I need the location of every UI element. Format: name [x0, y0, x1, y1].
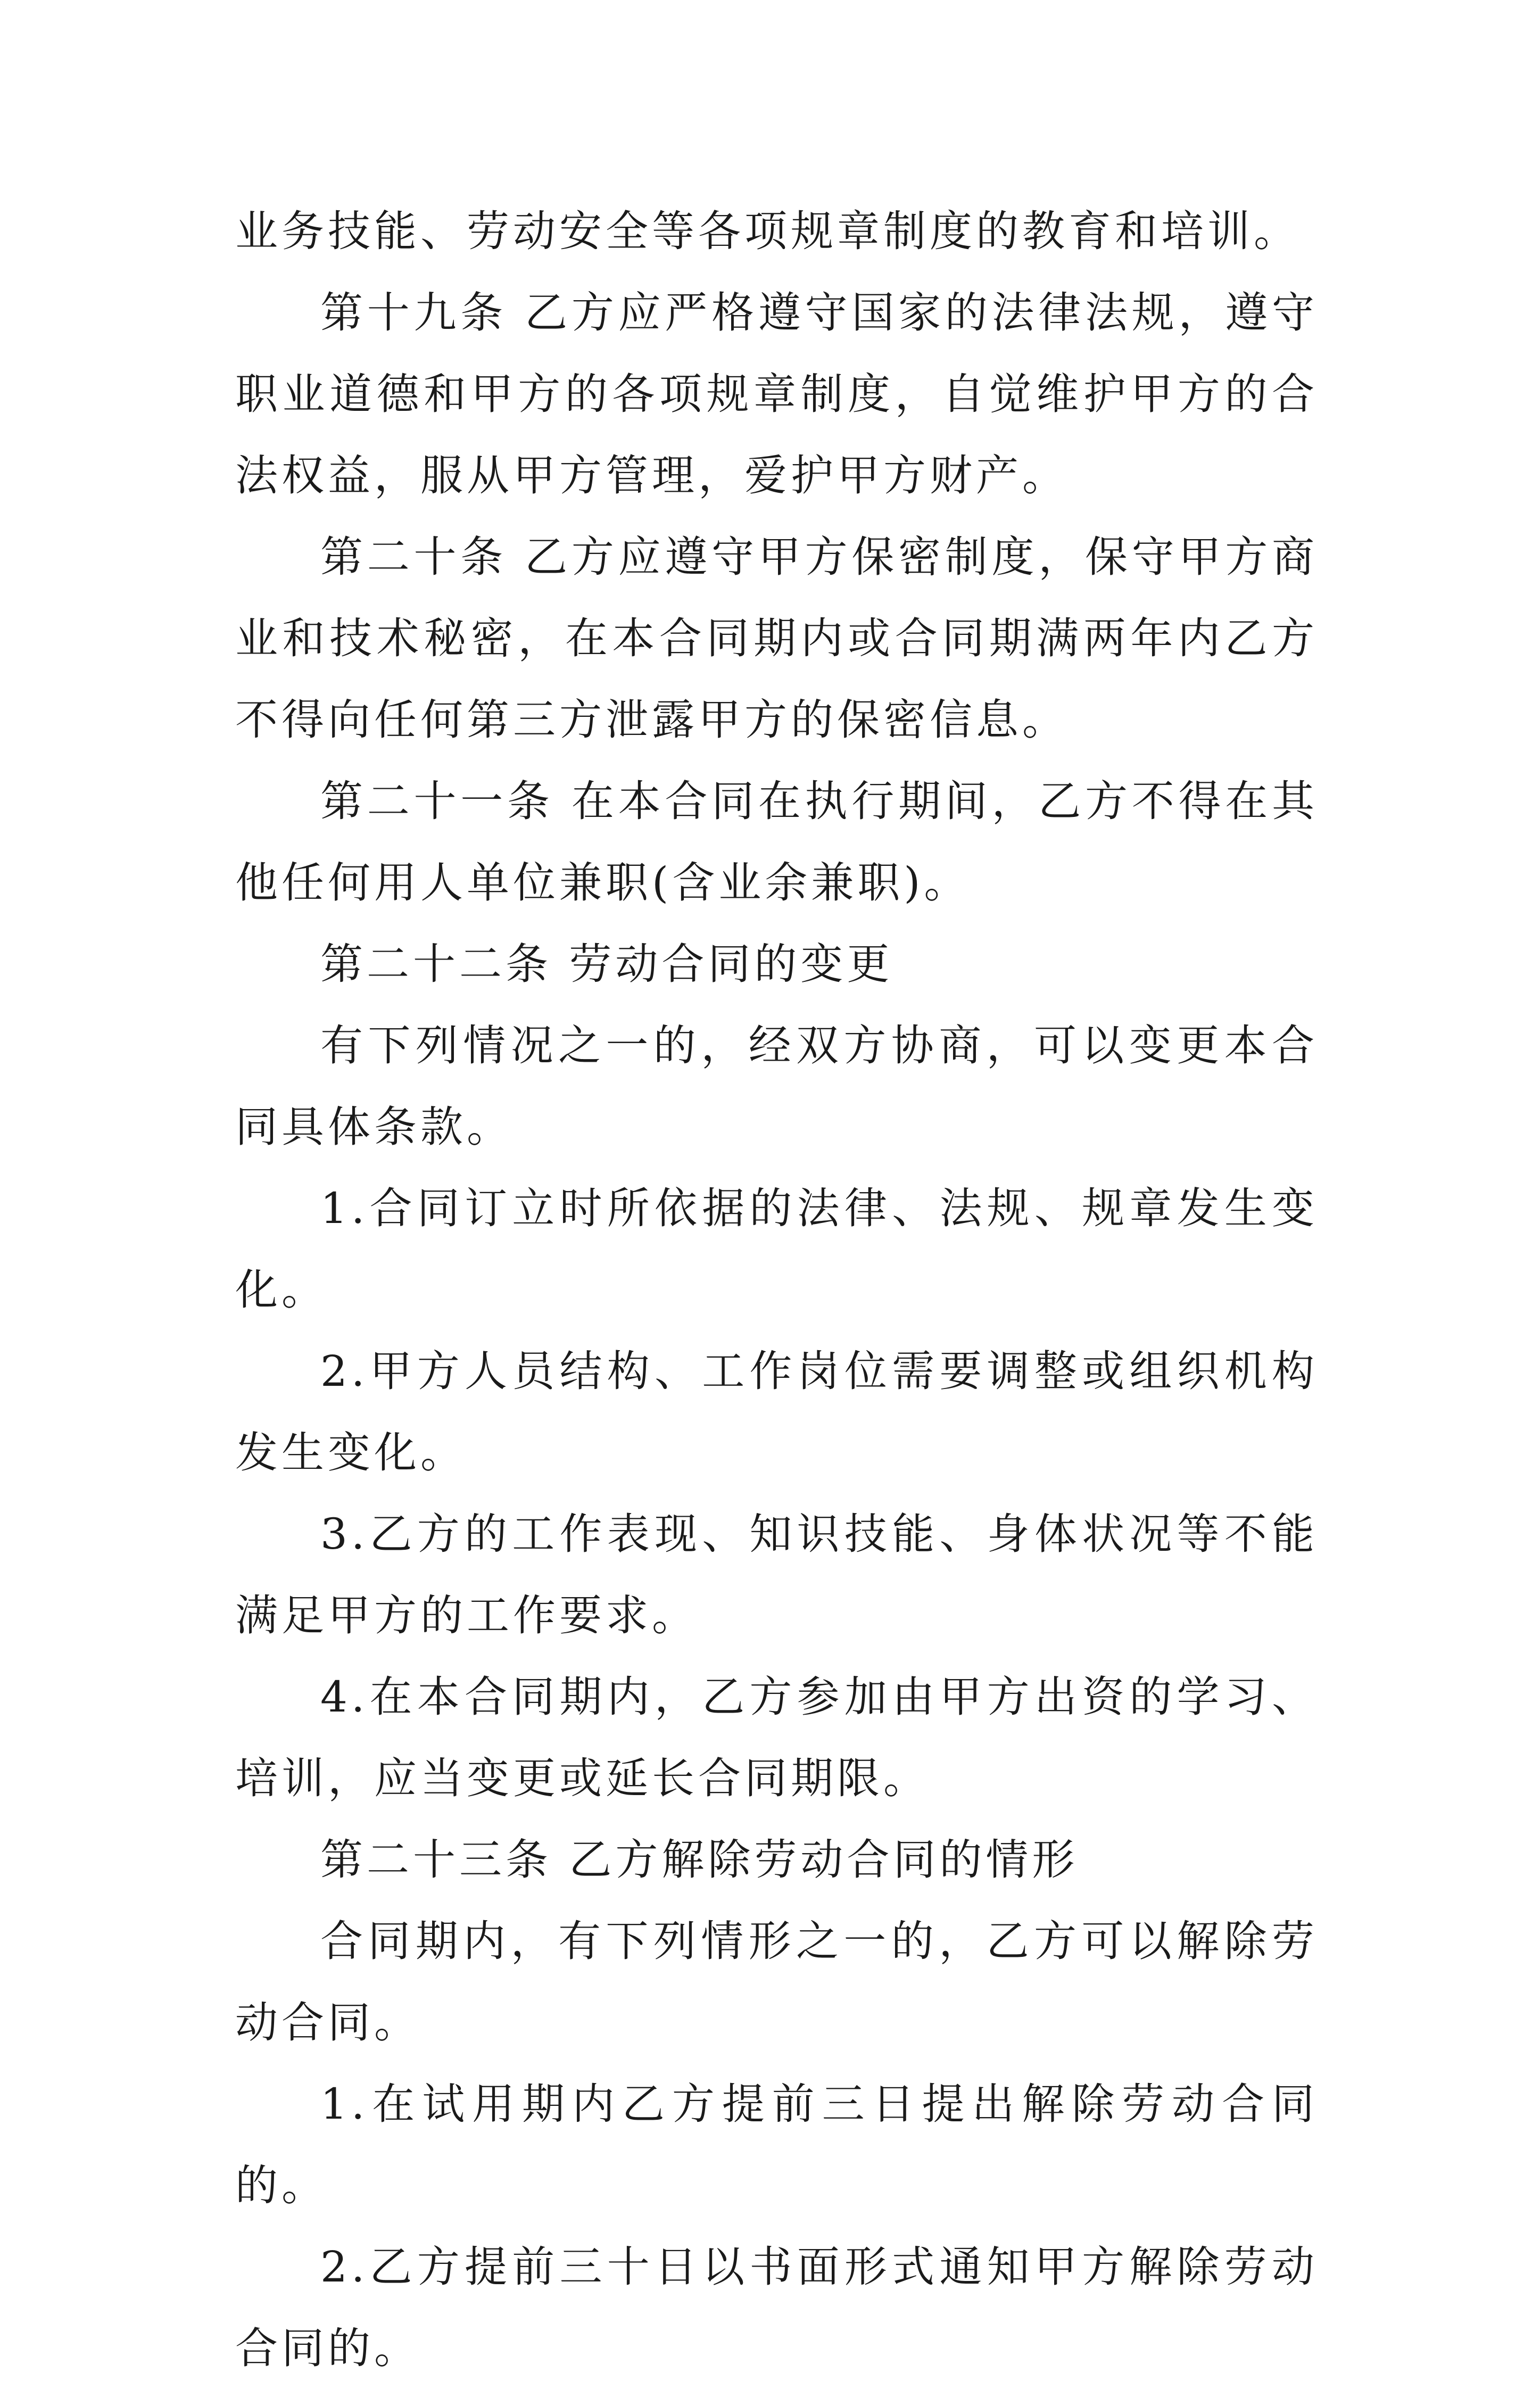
- list-item: 1.在试用期内乙方提前三日提出解除劳动合同的。: [235, 2079, 1318, 2210]
- list-item: 2.乙方提前三十日以书面形式通知甲方解除劳动合同的。: [235, 2242, 1318, 2373]
- paragraph: 有下列情况之一的，经双方协商，可以变更本合同具体条款。: [235, 1021, 1318, 1152]
- paragraph-article-19: 第十九条 乙方应严格遵守国家的法律法规，遵守职业道德和甲方的各项规章制度，自觉维护甲方的合法权益，服从甲方管理，爱护甲方财产。: [235, 288, 1318, 500]
- paragraph-article-21: 第二十一条 在本合同在执行期间，乙方不得在其他任何用人单位兼职(含业余兼职)。: [235, 776, 1318, 907]
- list-item: 4.在本合同期内，乙方参加由甲方出资的学习、培训，应当变更或延长合同期限。: [235, 1672, 1318, 1803]
- list-item: 1.合同订立时所依据的法律、法规、规章发生变化。: [235, 1184, 1318, 1315]
- paragraph: 业务技能、劳动安全等各项规章制度的教育和培训。: [235, 206, 1300, 256]
- list-item: 3.乙方的工作表现、知识技能、身体状况等不能满足甲方的工作要求。: [235, 1509, 1318, 1640]
- paragraph-article-20: 第二十条 乙方应遵守甲方保密制度，保守甲方商业和技术秘密，在本合同期内或合同期满两年内乙方不得向任何第三方泄露甲方的保密信息。: [235, 532, 1318, 745]
- list-item: 2.甲方人员结构、工作岗位需要调整或组织机构发生变化。: [235, 1346, 1318, 1477]
- heading-article-23: 第二十三条 乙方解除劳动合同的情形: [320, 1835, 1079, 1884]
- paragraph: 合同期内，有下列情形之一的，乙方可以解除劳动合同。: [235, 1916, 1318, 2047]
- document-body: [235, 191, 1318, 2389]
- heading-article-22: 第二十二条 劳动合同的变更: [320, 939, 893, 989]
